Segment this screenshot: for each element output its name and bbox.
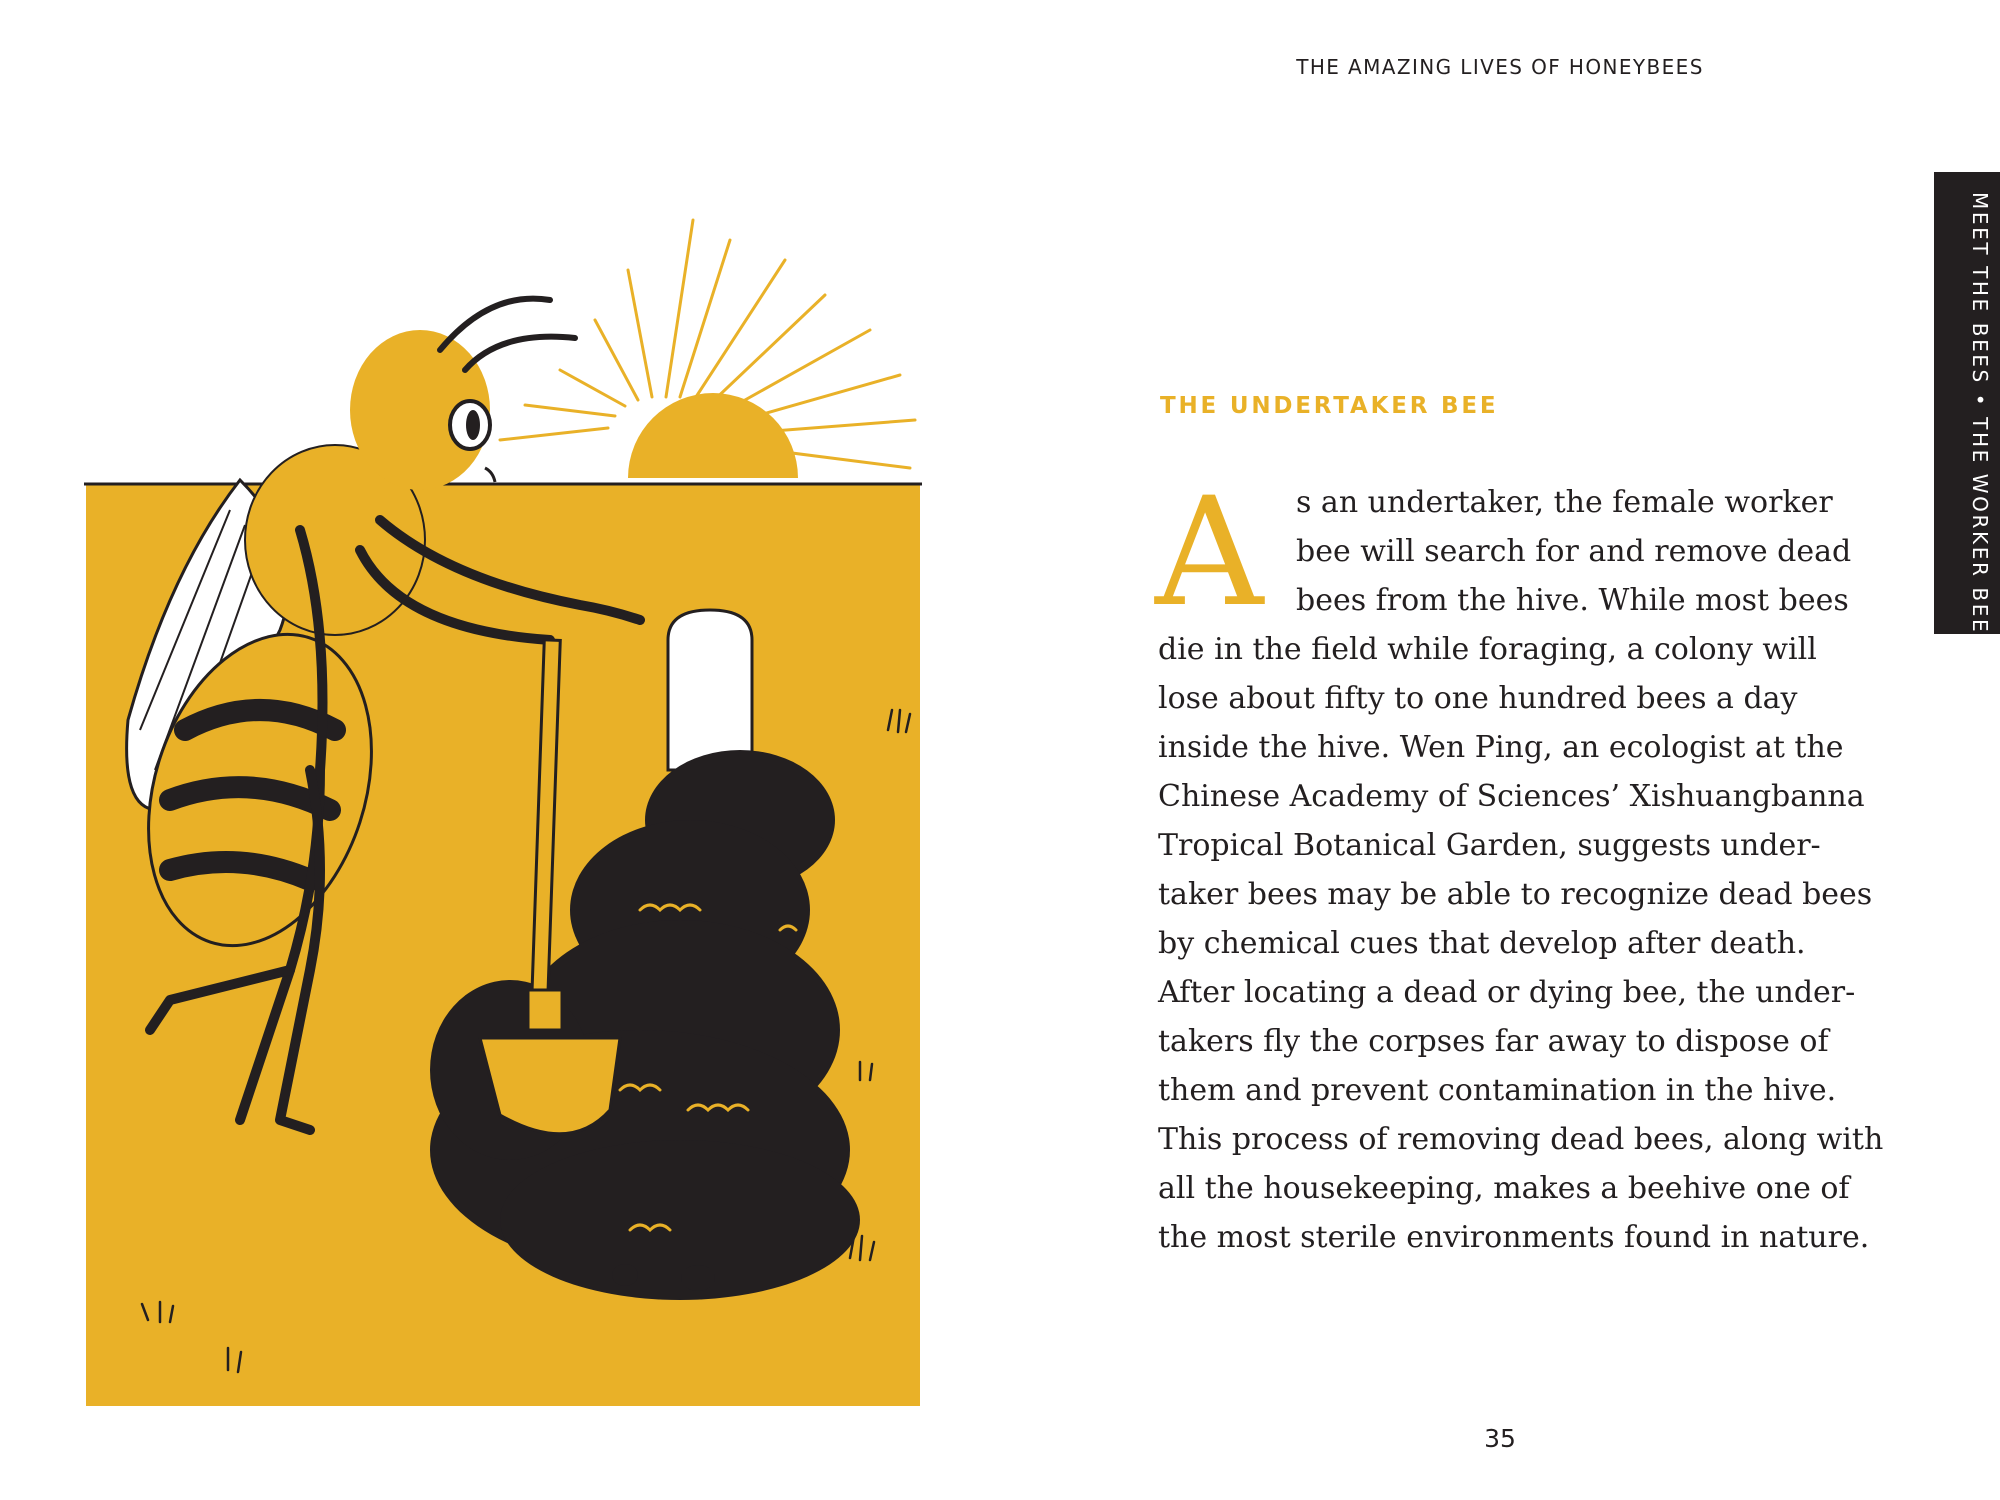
- body-text: [1158, 478, 1884, 1262]
- body-line: After locating a dead or dying bee, the under-: [1158, 975, 1856, 1010]
- body-line: bees from the hive. While most bees: [1296, 583, 1849, 618]
- body-line: by chemical cues that develop after death.: [1158, 926, 1806, 961]
- body-line: inside the hive. Wen Ping, an ecologist at the: [1158, 730, 1844, 765]
- running-title: THE AMAZING LIVES OF HONEYBEES: [1296, 55, 1704, 79]
- body-line: taker bees may be able to recognize dead bees: [1158, 877, 1873, 912]
- sun: [628, 393, 798, 478]
- body-line: Chinese Academy of Sciences’ Xishuangbanna: [1158, 779, 1865, 814]
- body-line: lose about fifty to one hundred bees a day: [1158, 681, 1798, 716]
- body-line: s an undertaker, the female worker: [1296, 485, 1833, 520]
- side-tab-label: MEET THE BEES • THE WORKER BEE: [1968, 192, 1992, 635]
- hive-entrance: [668, 610, 752, 770]
- body-line: all the housekeeping, makes a beehive one of: [1158, 1171, 1850, 1206]
- drop-cap: A: [1155, 466, 1264, 640]
- body-line: Tropical Botanical Garden, suggests under-: [1158, 828, 1821, 863]
- undertaker-bee-illustration: [80, 210, 930, 1430]
- bee-eye: [450, 401, 490, 449]
- page-number: 35: [1484, 1424, 1516, 1453]
- body-line: takers fly the corpses far away to dispose of: [1158, 1024, 1829, 1059]
- body-line: die in the field while foraging, a colony will: [1158, 632, 1817, 667]
- body-line: the most sterile environments found in nature.: [1158, 1220, 1870, 1255]
- body-line: bee will search for and remove dead: [1296, 534, 1852, 569]
- section-heading: THE UNDERTAKER BEE: [1160, 393, 1499, 419]
- body-line: This process of removing dead bees, along with: [1158, 1122, 1884, 1157]
- bee-mouth: [485, 468, 495, 482]
- body-line: them and prevent contamination in the hive.: [1158, 1073, 1837, 1108]
